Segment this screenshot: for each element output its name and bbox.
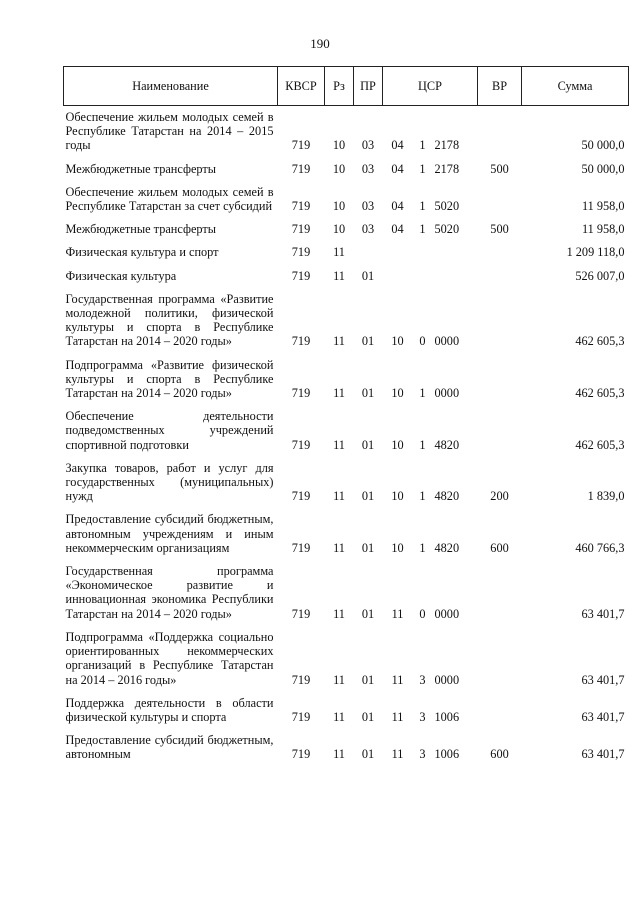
cell-kvsr: 719 [291,606,311,621]
cell-csr-code: 4820 [434,489,460,504]
cell-rz: 11 [333,747,345,762]
cell-csr-program: 04 [391,138,404,153]
cell-name: Предоставление субсидий бюджетным, автономным учреждениям и иным некоммерческим организациям [65,512,274,555]
cell-csr-subprogram [413,241,433,264]
cell-kvsr: 719 [291,161,311,176]
cell-sum: 1 209 118,0 [566,245,625,260]
cell-vr: 500 [490,161,509,176]
cell-pr: 03 [361,138,375,153]
cell-name: Государственная программа «Развитие молодежной политики, физической культуры и спорта в Республике Татарстан на 2014 – 2020 годы» [65,291,274,349]
cell-csr-program: 04 [391,222,404,237]
cell-sum: 50 000,0 [581,138,625,153]
cell-csr-program: 04 [391,161,404,176]
cell-csr-subprogram: 1 [419,437,426,452]
cell-rz: 10 [332,138,346,153]
cell-rz: 11 [333,540,345,555]
cell-kvsr: 719 [291,709,311,724]
cell-csr-code: 5020 [434,199,460,214]
cell-csr-subprogram: 0 [419,606,426,621]
cell-kvsr: 719 [291,334,311,349]
cell-csr-subprogram: 3 [419,672,426,687]
cell-vr: 200 [490,489,509,504]
cell-name: Физическая культура [65,268,177,283]
cell-rz: 11 [333,386,345,401]
cell-sum: 11 958,0 [581,222,625,237]
cell-name: Предоставление субсидий бюджетным, автономным [65,733,274,762]
cell-pr: 01 [361,540,375,555]
table-row [64,508,629,560]
cell-pr: 01 [361,672,375,687]
cell-vr: 600 [490,747,509,762]
cell-sum: 50 000,0 [581,161,625,176]
cell-kvsr: 719 [291,386,311,401]
header-pr: ПР [354,67,383,106]
header-kvsr: КВСР [278,67,325,106]
table-row [64,626,629,692]
cell-kvsr: 719 [291,540,311,555]
table-row [64,218,629,241]
table-row [64,158,629,181]
cell-csr-code: 0000 [434,606,460,621]
cell-vr [478,354,522,406]
cell-rz: 11 [333,437,345,452]
cell-name: Обеспечение деятельности подведомственных учреждений спортивной подготовки [65,409,274,452]
cell-pr: 03 [361,222,375,237]
table-row [64,457,629,509]
cell-pr: 01 [361,489,375,504]
cell-name: Обеспечение жильем молодых семей в Республике Татарстан на 2014 – 2015 годы [65,110,274,153]
budget-table [63,66,629,767]
cell-csr-code: 1006 [434,709,460,724]
cell-kvsr: 719 [291,245,311,260]
cell-kvsr: 719 [291,268,311,283]
cell-csr-program: 10 [391,489,404,504]
cell-name: Межбюджетные трансферты [65,222,217,237]
cell-vr [478,181,522,218]
page-number: 190 [310,36,330,51]
cell-pr: 03 [361,161,375,176]
cell-pr [354,241,383,264]
cell-csr-program: 11 [391,709,404,724]
header-sum: Сумма [522,67,629,106]
cell-sum: 11 958,0 [581,199,625,214]
cell-pr: 01 [361,334,375,349]
cell-rz: 11 [333,606,345,621]
cell-rz: 11 [333,268,345,283]
cell-csr-program: 11 [391,672,404,687]
cell-csr-code: 4820 [434,437,460,452]
cell-kvsr: 719 [291,672,311,687]
cell-rz: 10 [332,199,346,214]
cell-sum: 462 605,3 [575,437,625,452]
cell-csr-subprogram [413,265,433,288]
cell-vr [478,626,522,692]
cell-kvsr: 719 [291,138,311,153]
cell-vr [478,692,522,729]
cell-csr-code: 0000 [434,672,460,687]
cell-name: Подпрограмма «Развитие физической культуры и спорта в Республике Татарстан на 2014 – 2020 годы» [65,357,274,401]
cell-name: Физическая культура и спорт [65,245,219,260]
cell-sum: 462 605,3 [575,386,625,401]
cell-csr-subprogram: 1 [419,199,426,214]
cell-csr-subprogram: 1 [419,489,426,504]
cell-sum: 63 401,7 [581,709,625,724]
cell-csr-code: 1006 [434,747,460,762]
table-row [64,692,629,729]
cell-name: Межбюджетные трансферты [65,161,217,176]
cell-vr [478,405,522,457]
cell-pr: 01 [361,268,375,283]
cell-pr: 01 [361,437,375,452]
cell-csr-program: 11 [391,606,404,621]
table-row [64,106,629,158]
cell-name: Обеспечение жильем молодых семей в Республике Татарстан за счет субсидий [65,184,274,214]
cell-csr-program [383,241,413,264]
cell-csr-code: 2178 [434,138,460,153]
cell-sum: 63 401,7 [581,747,625,762]
cell-csr-program: 10 [391,437,404,452]
table-row [64,288,629,354]
cell-csr-code: 0000 [434,386,460,401]
cell-csr-program: 04 [391,199,404,214]
table-row [64,354,629,406]
table-row [64,560,629,626]
table-row [64,265,629,288]
cell-csr-subprogram: 3 [419,709,426,724]
cell-kvsr: 719 [291,747,311,762]
cell-pr: 01 [361,606,375,621]
cell-vr [478,265,522,288]
table-header-row [64,67,629,106]
cell-sum: 526 007,0 [575,268,625,283]
cell-rz: 11 [333,245,345,260]
header-vr: ВР [478,67,522,106]
cell-rz: 11 [333,334,345,349]
cell-csr-program: 10 [391,334,404,349]
header-csr: ЦСР [383,67,478,106]
cell-csr-code: 2178 [434,161,460,176]
cell-csr-program: 10 [391,386,404,401]
cell-vr [478,288,522,354]
cell-sum: 460 766,3 [575,540,625,555]
cell-csr-subprogram: 1 [419,138,426,153]
cell-csr-subprogram: 3 [419,747,426,762]
table-row [64,405,629,457]
cell-sum: 462 605,3 [575,334,625,349]
cell-pr: 01 [361,747,375,762]
cell-vr: 500 [490,222,509,237]
cell-name: Государственная программа «Экономическое развитие и инновационная экономика Республики Татарстан на 2014 – 2020 годы» [65,564,274,621]
cell-sum: 1 839,0 [587,489,625,504]
cell-csr-code: 4820 [434,540,460,555]
cell-csr-subprogram: 1 [419,161,426,176]
cell-kvsr: 719 [291,489,311,504]
cell-kvsr: 719 [291,222,311,237]
header-name: Наименование [64,67,278,106]
cell-vr [478,241,522,264]
cell-pr: 01 [361,709,375,724]
cell-vr [478,106,522,158]
cell-csr-code: 5020 [434,222,460,237]
cell-vr [478,560,522,626]
cell-rz: 11 [333,672,345,687]
cell-csr-program: 10 [391,540,404,555]
cell-csr-subprogram: 1 [419,222,426,237]
cell-csr-program: 11 [391,747,404,762]
cell-kvsr: 719 [291,437,311,452]
table-row [64,181,629,218]
cell-csr-code: 0000 [434,334,460,349]
cell-sum: 63 401,7 [581,672,625,687]
cell-csr-subprogram: 0 [419,334,426,349]
cell-name: Подпрограмма «Поддержка социально ориентированных некоммерческих организаций в Республике Татарстан на 2014 – 2016 годы» [65,629,274,687]
cell-kvsr: 719 [291,199,311,214]
cell-csr-code [433,265,478,288]
cell-name: Поддержка деятельности в области физической культуры и спорта [65,695,274,724]
cell-rz: 10 [332,161,346,176]
cell-vr: 600 [490,540,509,555]
cell-rz: 11 [333,489,345,504]
cell-name: Закупка товаров, работ и услуг для государственных (муниципальных) нужд [65,460,274,504]
cell-csr-code [433,241,478,264]
cell-pr: 03 [361,199,375,214]
cell-sum: 63 401,7 [581,606,625,621]
cell-rz: 11 [333,709,345,724]
cell-csr-subprogram: 1 [419,386,426,401]
cell-rz: 10 [332,222,346,237]
table-row [64,729,629,766]
table-body [64,106,629,767]
header-rz: Рз [325,67,354,106]
cell-pr: 01 [361,386,375,401]
table-row [64,241,629,264]
cell-csr-subprogram: 1 [419,540,426,555]
cell-csr-program [383,265,413,288]
